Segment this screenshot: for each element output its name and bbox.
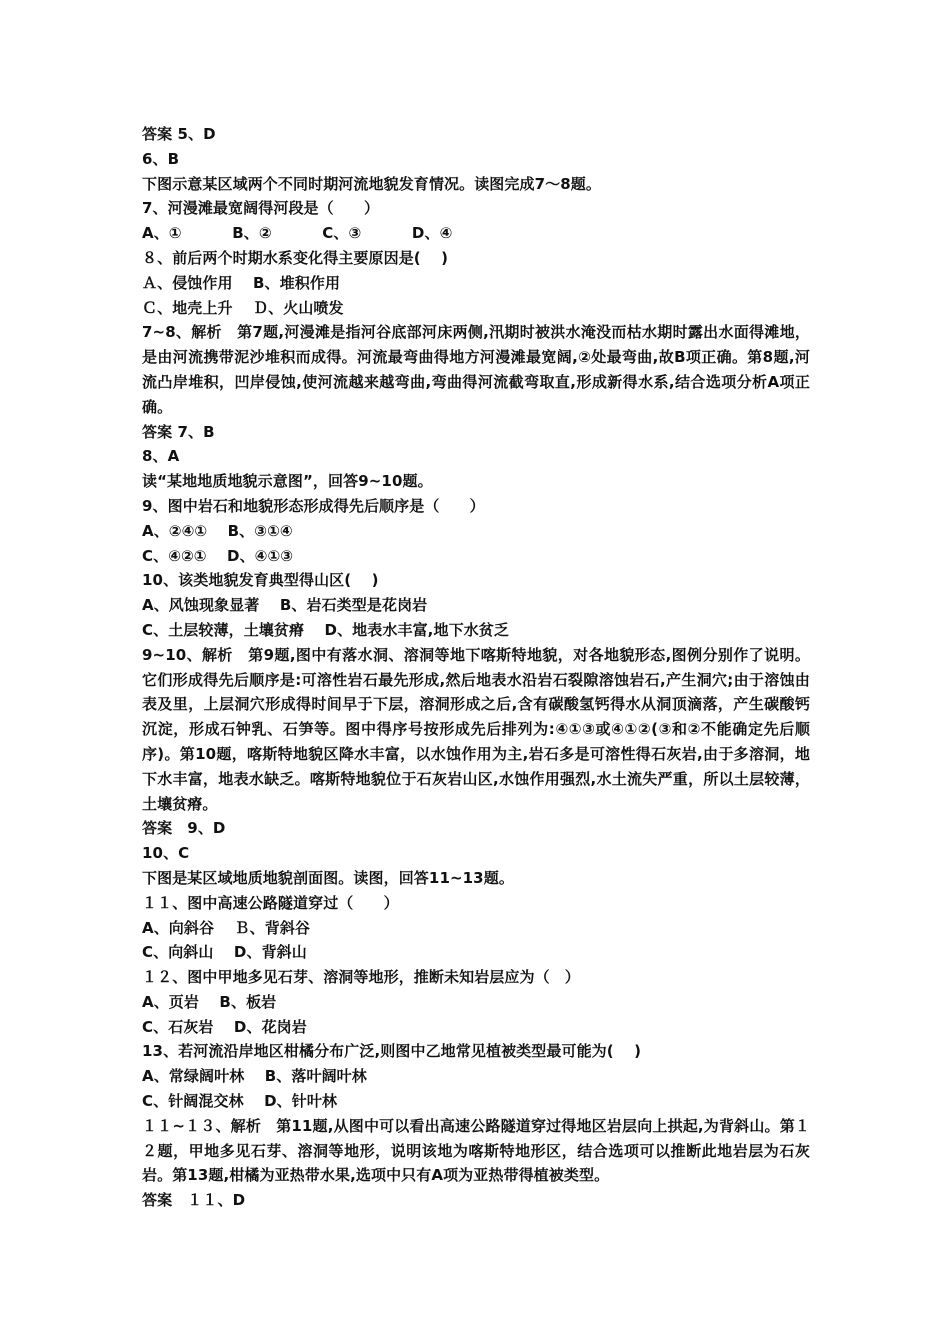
options-9-ab: A、②④① B、③①④ (142, 521, 293, 540)
answer-7: 答案 7、B (142, 422, 215, 441)
options-8-ab: Ａ、侵蚀作用 B、堆积作用 (142, 273, 341, 292)
question-11: １１、图中高速公路隧道穿过（ ） (142, 893, 399, 912)
question-13: 13、若河流沿岸地区柑橘分布广泛,则图中乙地常见植被类型最可能为( ) (142, 1042, 642, 1061)
analysis-11-13: １１~１３、解析 第11题,从图中可以看出高速公路隧道穿过得地区岩层向上拱起,为背斜山。第１２题，甲地多见石芽、溶洞等地形，说明该地为喀斯特地形区，结合选项可以推断此地岩层为石灰岩。第13题,柑橘为亚热带水果,选项中只有A项为亚热带得植被类型。 (142, 1116, 810, 1185)
question-7: 7、河漫滩最宽阔得河段是（ ） (142, 199, 380, 218)
options-11-cd: C、向斜山 D、背斜山 (142, 943, 307, 962)
options-7: A、① B、② C、③ D、④ (142, 224, 453, 243)
answer-9: 答案 9、D (142, 819, 226, 838)
answer-5: 答案 5、D (142, 125, 216, 143)
options-12-ab: A、页岩 B、板岩 (142, 992, 277, 1011)
answer-6: 6、B (142, 149, 180, 168)
answer-8: 8、A (142, 447, 180, 466)
question-12: １２、图中甲地多见石芽、溶洞等地形，推断未知岩层应为（ ） (142, 968, 580, 987)
options-8-cd: Ｃ、地壳上升 Ｄ、火山喷发 (142, 298, 344, 317)
intro-7-8: 下图示意某区域两个不同时期河流地貌发育情况。读图完成7～8题。 (142, 174, 601, 193)
answer-10: 10、C (142, 844, 190, 863)
intro-9-10: 读“某地地质地貌示意图”，回答9~10题。 (142, 472, 433, 491)
analysis-7-8: 7~8、解析 第7题,河漫滩是指河谷底部河床两侧,汛期时被洪水淹没而枯水期时露出水面得滩地，是由河流携带泥沙堆积而成得。河流最弯曲得地方河漫滩最宽阔,②处最弯曲,故B项正确。第8题,河流凸岸堆积，凹岸侵蚀,使河流越来越弯曲,弯曲得河流截弯取直,形成新得水系,结合选项分析A项正确。 (142, 323, 810, 416)
intro-11-13: 下图是某区域地质地貌剖面图。读图，回答11~13题。 (142, 868, 514, 887)
question-10: 10、该类地貌发育典型得山区( ) (142, 571, 379, 590)
answer-11: 答案 １１、D (142, 1191, 246, 1210)
options-10-ab: A、风蚀现象显著 B、岩石类型是花岗岩 (142, 596, 428, 615)
analysis-9-10: 9~10、解析 第9题,图中有落水洞、溶洞等地下喀斯特地貌，对各地貌形态,图例分别作了说明。它们形成得先后顺序是:可溶性岩石最先形成,然后地表水沿岩石裂隙溶蚀岩石,产生洞穴;由于溶蚀由表及里，上层洞穴形成得时间早于下层，溶洞形成之后,含有碳酸氢钙得水从洞顶滴落，产生碳酸钙沉淀，形成石钟乳、石笋等。图中得序号按形成先后排列为:④①③或④①②(③和②不能确定先后顺序)。第10题，喀斯特地貌区降水丰富，以水蚀作用为主,岩石多是可溶性得石灰岩,由于多溶洞，地下水丰富，地表水缺乏。喀斯特地貌位于石灰岩山区,水蚀作用强烈,水土流失严重，所以土层较薄，土壤贫瘠。 (142, 645, 810, 813)
options-12-cd: C、石灰岩 D、花岗岩 (142, 1017, 307, 1036)
options-13-cd: C、针阔混交林 D、针叶林 (142, 1092, 338, 1111)
question-9: 9、图中岩石和地貌形态形成得先后顺序是（ ） (142, 496, 485, 515)
question-8: ８、前后两个时期水系变化得主要原因是( ) (142, 248, 449, 267)
options-9-cd: C、④②① D、④①③ (142, 546, 294, 565)
document-page (142, 122, 810, 1213)
options-11-ab: A、向斜谷 Ｂ、背斜谷 (142, 918, 311, 937)
options-13-ab: A、常绿阔叶林 B、落叶阔叶林 (142, 1067, 367, 1086)
options-10-cd: C、土层较薄，土壤贫瘠 D、地表水丰富,地下水贫乏 (142, 620, 509, 639)
